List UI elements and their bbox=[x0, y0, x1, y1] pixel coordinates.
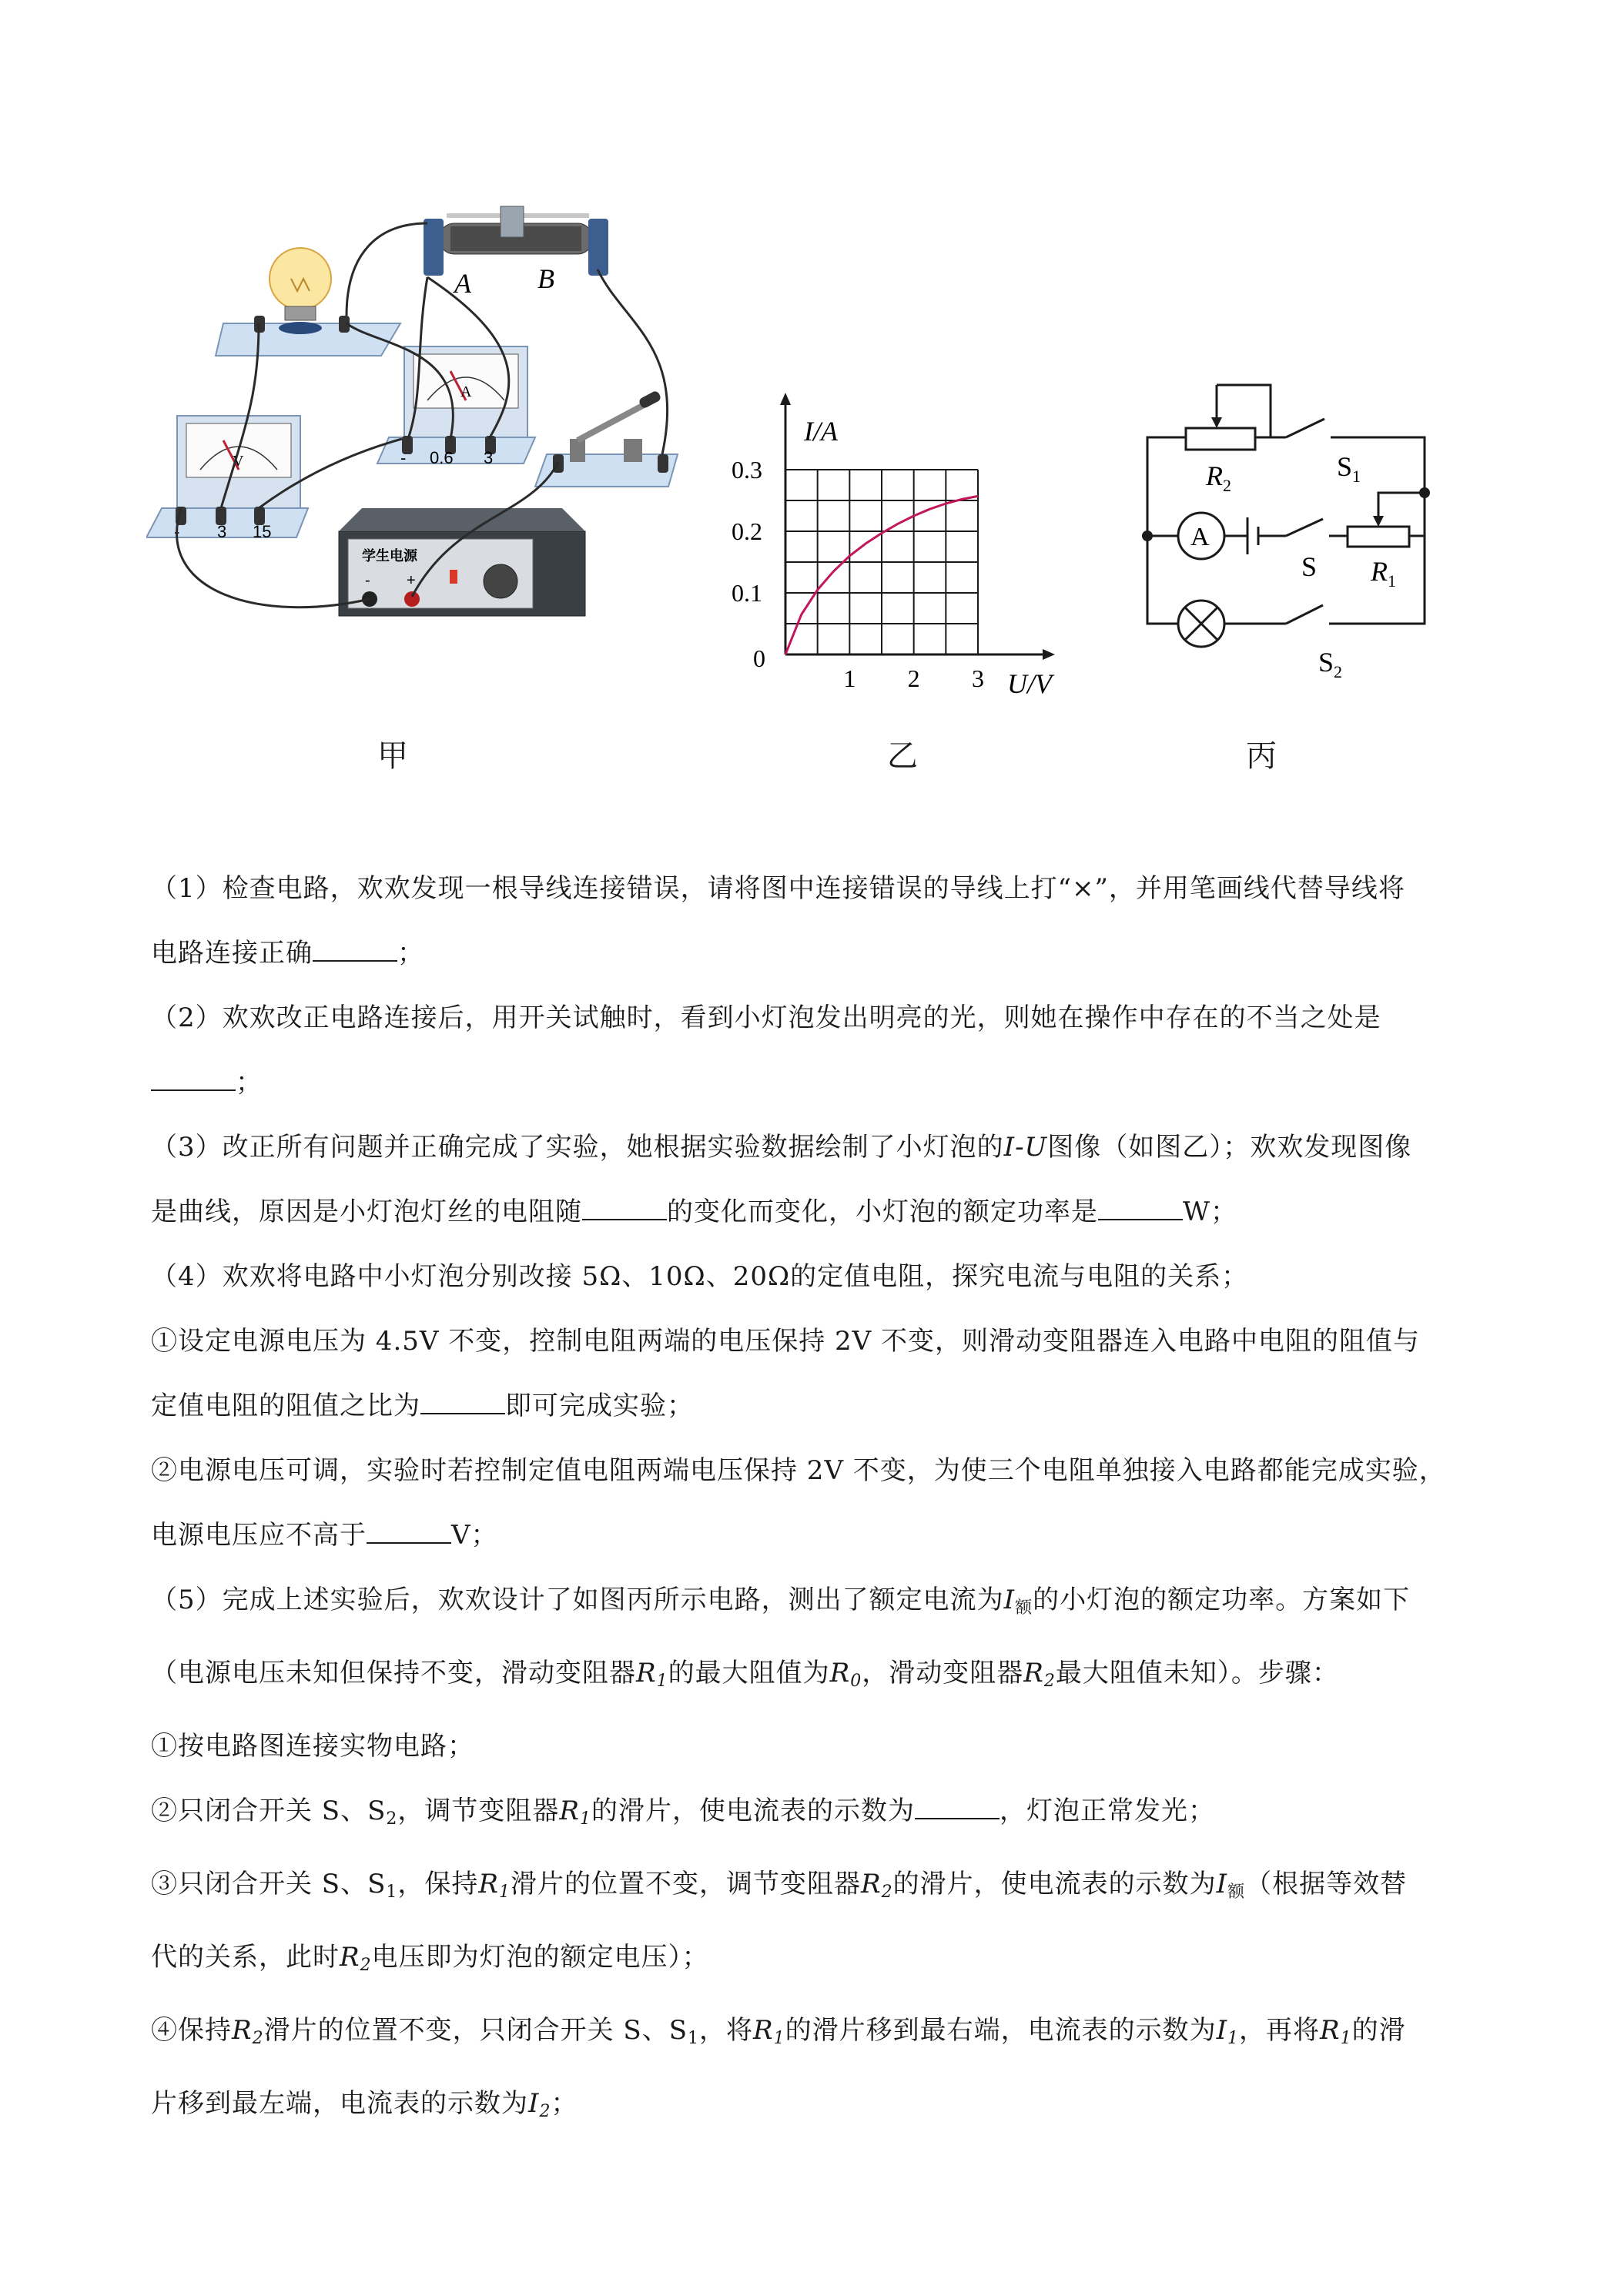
q1-line-2: 电路连接正确 ； bbox=[151, 938, 424, 969]
q1-line-1: （1）检查电路，欢欢发现一根导线连接错误，请将图中连接错误的导线上打“×”，并用笔画线代替导线将 bbox=[151, 873, 1405, 904]
label-s: S bbox=[1301, 551, 1318, 582]
chart-grid bbox=[785, 470, 978, 654]
rheostat-label-a: A bbox=[454, 268, 471, 299]
fig-jia-circuit bbox=[146, 192, 701, 693]
voltmeter-terminal-15: 15 bbox=[253, 522, 272, 541]
step-4-line-2: 片移到最左端，电流表的示数为$I_2$； bbox=[151, 2088, 578, 2121]
figures bbox=[0, 0, 1624, 816]
question-text bbox=[151, 856, 1475, 2144]
q5-line-1: （5）完成上述实验后，欢欢设计了如图丙所示电路，测出了额定电流为$I_额$的小灯泡的额定功率。方案如下 bbox=[151, 1585, 1411, 1618]
q4-1-line-2: 定值电阻的阻值之比为 即可完成实验； bbox=[151, 1391, 694, 1421]
caption-yi: 乙 bbox=[887, 738, 918, 774]
voltmeter-terminal-neg: - bbox=[174, 522, 180, 541]
junction-right-icon bbox=[1419, 487, 1430, 498]
power-supply-icon bbox=[339, 508, 585, 616]
caption-bing: 丙 bbox=[1246, 738, 1277, 774]
q3-line-1: （3）改正所有问题并正确完成了实验，她根据实验数据绘制了小灯泡的I-U图像（如图乙）；欢欢发现图像 bbox=[151, 1132, 1412, 1163]
q4-line: （4）欢欢将电路中小灯泡分别改接 5Ω、10Ω、20Ω的定值电阻，探究电流与电阻的关系； bbox=[151, 1261, 1249, 1292]
voltmeter-terminal-3: 3 bbox=[217, 522, 227, 541]
answer-blank bbox=[313, 940, 397, 962]
fig-bing-schematic bbox=[1117, 370, 1455, 693]
ammeter-symbol: A bbox=[460, 383, 472, 400]
x-tick-label: 1 bbox=[843, 664, 856, 692]
answer-blank bbox=[1098, 1199, 1183, 1220]
answer-blank bbox=[367, 1522, 451, 1544]
bulb-icon bbox=[216, 248, 400, 356]
power-supply-title: 学生电源 bbox=[362, 548, 417, 564]
q2-line-2: ； bbox=[151, 1050, 1475, 1115]
answer-blank bbox=[915, 1798, 1000, 1819]
x-axis-arrow-icon bbox=[1043, 649, 1055, 660]
y-axis-arrow-icon bbox=[780, 393, 791, 405]
step-1: ①按电路图连接实物电路； bbox=[151, 1731, 474, 1762]
q2-line-1: （2）欢欢改正电路连接后，用开关试触时，看到小灯泡发出明亮的光，则她在操作中存在的不当之处是 bbox=[151, 1002, 1381, 1033]
ammeter-terminal-neg: - bbox=[400, 448, 407, 467]
knife-switch-icon bbox=[535, 390, 678, 487]
x-tick-label: 3 bbox=[972, 664, 984, 692]
junction-left-icon bbox=[1142, 530, 1153, 541]
power-supply-pos: + bbox=[407, 572, 416, 589]
ammeter-terminal-3: 3 bbox=[484, 448, 494, 467]
x-axis-label: U/V bbox=[1007, 668, 1052, 699]
answer-blank bbox=[420, 1393, 505, 1414]
rheostat-icon bbox=[424, 206, 608, 299]
q5-line-2: （电源电压未知但保持不变，滑动变阻器$R_1$的最大阻值为$R_0$，滑动变阻器$R_2$最大阻值未知）。步骤： bbox=[151, 1658, 1339, 1691]
step-3-line-2: 代的关系，此时$R_2$电压即为灯泡的额定电压）； bbox=[151, 1942, 709, 1975]
answer-blank bbox=[582, 1199, 667, 1220]
origin-label: 0 bbox=[753, 644, 765, 672]
q4-2-line-2: 电源电压应不高于 V； bbox=[151, 1520, 498, 1551]
rheostat-label-b: B bbox=[537, 263, 554, 294]
power-supply-neg: - bbox=[365, 572, 370, 589]
q3-line-2: 是曲线，原因是小灯泡灯丝的电阻随 的变化而变化，小灯泡的额定功率是 W； bbox=[151, 1197, 1237, 1227]
x-tick-label: 2 bbox=[907, 664, 920, 692]
y-tick-label: 0.2 bbox=[732, 517, 762, 545]
ammeter-terminal-06: 0.6 bbox=[430, 448, 454, 467]
q4-2-line-1: ②电源电压可调，实验时若控制定值电阻两端电压保持 2V 不变，为使三个电阻单独接入电路都能完成实验， bbox=[151, 1455, 1446, 1486]
y-tick-label: 0.3 bbox=[732, 456, 762, 484]
answer-blank bbox=[151, 1069, 236, 1091]
y-tick-label: 0.1 bbox=[732, 579, 762, 607]
step-4-line-1: ④保持$R_2$滑片的位置不变，只闭合开关 S、$S_1$，将$R_1$的滑片移到最右端，电流表的示数为$I_1$，再将$R_1$的滑 bbox=[151, 2015, 1406, 2048]
voltmeter-symbol: V bbox=[233, 453, 244, 470]
y-axis-label: I/A bbox=[804, 416, 838, 447]
q4-1-line-1: ①设定电源电压为 4.5V 不变，控制电阻两端的电压保持 2V 不变，则滑动变阻器连入电路中电阻的阻值与 bbox=[151, 1326, 1421, 1357]
caption-jia: 甲 bbox=[377, 738, 408, 774]
step-3-line-1: ③只闭合开关 S、$S_1$，保持$R_1$滑片的位置不变，调节变阻器$R_2$的滑片，使电流表的示数为$I_额$（根据等效替 bbox=[151, 1869, 1408, 1902]
ammeter-icon bbox=[377, 346, 535, 467]
label-s2: $S_2$ bbox=[1318, 647, 1343, 681]
voltmeter-icon bbox=[146, 416, 308, 541]
label-r2: $R_2$ bbox=[1206, 460, 1231, 495]
label-s1: $S_1$ bbox=[1337, 451, 1361, 486]
label-r1: $R_1$ bbox=[1371, 556, 1396, 591]
step-2: ②只闭合开关 S、$S_2$，调节变阻器$R_1$的滑片，使电流表的示数为 ，灯泡正常发光； bbox=[151, 1796, 1216, 1829]
ammeter-symbol: A bbox=[1190, 523, 1210, 551]
fig-yi-iu-chart bbox=[724, 385, 1078, 708]
